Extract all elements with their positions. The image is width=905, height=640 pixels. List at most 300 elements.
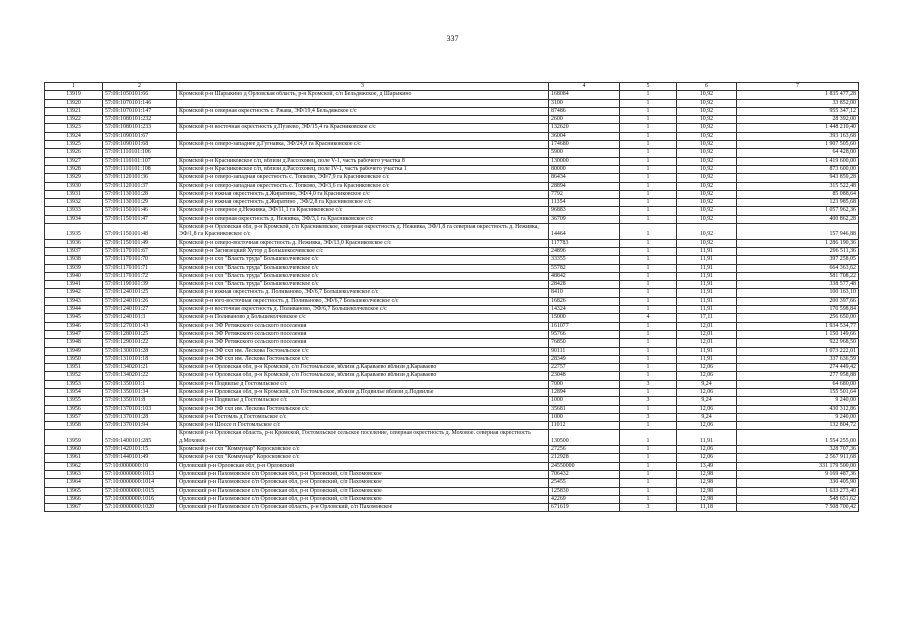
row-number-cell: 13923 xyxy=(45,124,103,132)
cadastral-number-cell: 57:09:1110101:107 xyxy=(103,157,177,165)
table-row xyxy=(45,239,859,247)
cadastral-number-cell: 57:09:1290101:22 xyxy=(103,339,177,347)
table-row xyxy=(45,141,859,149)
rate-cell: 11,91 xyxy=(677,247,737,255)
address-cell: Кромской р-н восточная окрестность д.Пузеево, ЭФ/15,4 га Красниковское с/с xyxy=(177,124,549,132)
cadastral-number-cell: 57:09:1170101:67 xyxy=(103,247,177,255)
cadastral-value-cell: 64 428,00 xyxy=(737,149,859,157)
rate-cell: 11,91 xyxy=(677,289,737,297)
cadastral-number-cell: 57:10:0000000:1015 xyxy=(103,487,177,495)
cadastral-value-cell: 430 312,86 xyxy=(737,405,859,413)
address-cell: Кромской р-н ЭФ Ретяжского сельского поселения xyxy=(177,322,549,330)
header-cell: 1 xyxy=(45,83,103,91)
share-cell: 1 xyxy=(620,190,677,198)
rate-cell: 12,06 xyxy=(677,364,737,372)
share-cell: 1 xyxy=(620,199,677,207)
cadastral-number-cell: 57:09:1340201:21 xyxy=(103,364,177,372)
share-cell: 1 xyxy=(620,355,677,363)
area-cell: 7792 xyxy=(549,190,620,198)
cadastral-number-cell: 57:09:1370101:103 xyxy=(103,405,177,413)
address-cell: Кромской р-н восточная окрестность д. Поливаново, ЭФ/6,7 Большеколчевское с/с xyxy=(177,306,549,314)
cadastral-number-cell: 57:09:1080101:233 xyxy=(103,124,177,132)
cadastral-number-cell: 57:09:1120101:37 xyxy=(103,182,177,190)
address-cell: Кромской р-н южная окрестность д. Поливаново, ЭФ/6,7 Большеколчевское с/с xyxy=(177,289,549,297)
row-number-cell: 13966 xyxy=(45,495,103,503)
cadastral-number-cell: 57:09:1170101:71 xyxy=(103,264,177,272)
row-number-cell: 13928 xyxy=(45,165,103,173)
cadastral-value-cell: 328 707,36 xyxy=(737,446,859,454)
area-cell: 95766 xyxy=(549,330,620,338)
row-number-cell: 13957 xyxy=(45,413,103,421)
cadastral-number-cell: 57:09:1050101:66 xyxy=(103,91,177,99)
cadastral-number-cell: 57:09:1310101:18 xyxy=(103,355,177,363)
area-cell: 90111 xyxy=(549,347,620,355)
share-cell: 1 xyxy=(620,495,677,503)
rate-cell: 11,91 xyxy=(677,264,737,272)
cadastral-number-cell: 57:09:1370101:28 xyxy=(103,413,177,421)
table-row xyxy=(45,380,859,388)
cadastral-value-cell: 1 073 222,01 xyxy=(737,347,859,355)
rate-cell: 12,06 xyxy=(677,446,737,454)
row-number-cell: 13959 xyxy=(45,430,103,446)
table-row xyxy=(45,297,859,305)
cadastral-value-cell: 1 907 505,60 xyxy=(737,141,859,149)
cadastral-number-cell: 57:09:1070101:147 xyxy=(103,107,177,115)
rate-cell: 10,92 xyxy=(677,124,737,132)
table-row xyxy=(45,281,859,289)
rate-cell: 10,92 xyxy=(677,224,737,240)
address-cell: Кромской р-н Красниковское с/п, вблизи д.Рассоховец, поле IV-1, часть рабочего участка 1 xyxy=(177,165,549,173)
rate-cell: 10,92 xyxy=(677,149,737,157)
share-cell: 1 xyxy=(620,264,677,272)
table-row xyxy=(45,347,859,355)
address-cell: Кромской р-н северо-западнее д.Гугнавка, ЭФ/24,9 га Красниковское с/с xyxy=(177,141,549,149)
share-cell: 1 xyxy=(620,422,677,430)
rate-cell: 11,91 xyxy=(677,281,737,289)
cadastral-number-cell: 57:09:1240101:26 xyxy=(103,297,177,305)
address-cell: Кромской р-н северо-западная окрестность с. Топково, ЭФ/7,9 га Красниковское с/с xyxy=(177,174,549,182)
address-cell: Орловский р-н Пахомовское с/п Орловская обл, р-н Орловский, с/п Пахомовское xyxy=(177,495,549,503)
rate-cell: 9,24 xyxy=(677,397,737,405)
cadastral-number-cell: 57:09:1240101:27 xyxy=(103,306,177,314)
cadastral-table xyxy=(44,82,859,512)
area-cell: 33355 xyxy=(549,256,620,264)
rate-cell: 9,24 xyxy=(677,380,737,388)
address-cell: Кромской р-н Орловская обл, р-н Кромской, с/п Гостомльское, вблизи д.Караваево вблизи д.Караваево xyxy=(177,372,549,380)
rate-cell: 10,92 xyxy=(677,215,737,223)
address-cell: Кромской р-н северо-западная окрестность с. Топково, ЭФ/3,6 га Красниковское с/с xyxy=(177,182,549,190)
row-number-cell: 13921 xyxy=(45,107,103,115)
share-cell: 4 xyxy=(620,314,677,322)
address-cell: Кромской р-н северная окрестность с. Ржава, ЭФ/19,4 Бельдяжское с/с xyxy=(177,107,549,115)
cadastral-number-cell: 57:10:0000000:1013 xyxy=(103,470,177,478)
share-cell: 1 xyxy=(620,174,677,182)
table-row xyxy=(45,174,859,182)
table-row xyxy=(45,306,859,314)
share-cell: 1 xyxy=(620,289,677,297)
table-row xyxy=(45,116,859,124)
cadastral-value-cell: 943 859,28 xyxy=(737,174,859,182)
table-row xyxy=(45,430,859,446)
table-row xyxy=(45,190,859,198)
rate-cell: 12,06 xyxy=(677,422,737,430)
row-number-cell: 13954 xyxy=(45,388,103,396)
address-cell: Орловский р-н Пахомовское с/п Орловская обл, р-н Орловский, с/п Пахомовское xyxy=(177,470,549,478)
table-row xyxy=(45,224,859,240)
cadastral-number-cell: 57:09:1270101:43 xyxy=(103,322,177,330)
address-cell: Кромской р-н Орловская область, р-н Кромской, Гостомльское сельское поселение, северная окрестность д. Моховое. северная окрестность д.Моховое. xyxy=(177,430,549,446)
address-cell: Кромской р-н ЭФ Ретяжского сельского поселения xyxy=(177,339,549,347)
row-number-cell: 13931 xyxy=(45,190,103,198)
share-cell: 1 xyxy=(620,272,677,280)
rate-cell: 10,92 xyxy=(677,157,737,165)
area-cell: 16826 xyxy=(549,297,620,305)
share-cell: 1 xyxy=(620,116,677,124)
cadastral-number-cell: 57:09:1340201:22 xyxy=(103,372,177,380)
cadastral-value-cell: 581 708,22 xyxy=(737,272,859,280)
address-cell: Кромской р-н северо-восточная окрестность д. Неживка, ЭФ/13,0 Красниковское с/с xyxy=(177,239,549,247)
address-cell: Кромской р-н схп "Власть труда" Большеколчевское с/с xyxy=(177,264,549,272)
header-cell: 3 xyxy=(177,83,549,91)
cadastral-value-cell: 1 150 149,66 xyxy=(737,330,859,338)
table-row xyxy=(45,157,859,165)
share-cell: 1 xyxy=(620,207,677,215)
header-cell: 5 xyxy=(620,83,677,91)
cadastral-number-cell: 57:09:1190101:39 xyxy=(103,281,177,289)
row-number-cell: 13926 xyxy=(45,149,103,157)
cadastral-number-cell: 57:09:1240101:3 xyxy=(103,314,177,322)
share-cell: 1 xyxy=(620,149,677,157)
row-number-cell: 13929 xyxy=(45,174,103,182)
table-row xyxy=(45,339,859,347)
area-cell: 671619 xyxy=(549,504,620,512)
table-row xyxy=(45,272,859,280)
row-number-cell: 13958 xyxy=(45,422,103,430)
cadastral-number-cell: 57:09:1350101:8 xyxy=(103,397,177,405)
cadastral-number-cell: 57:09:1110101:106 xyxy=(103,149,177,157)
header-cell: 6 xyxy=(677,83,737,91)
rate-cell: 11,91 xyxy=(677,306,737,314)
area-cell: 80000 xyxy=(549,165,620,173)
address-cell: Орловский р-н Пахомовское с/п Орловская обл, р-н Орловский, с/п Пахомовское xyxy=(177,487,549,495)
row-number-cell: 13942 xyxy=(45,289,103,297)
share-cell: 1 xyxy=(620,487,677,495)
row-number-cell: 13938 xyxy=(45,256,103,264)
area-cell: 36709 xyxy=(549,215,620,223)
cadastral-value-cell: 955 347,12 xyxy=(737,107,859,115)
row-number-cell: 13951 xyxy=(45,364,103,372)
rate-cell: 12,06 xyxy=(677,372,737,380)
cadastral-value-cell: 170 598,84 xyxy=(737,306,859,314)
address-cell xyxy=(177,132,549,140)
area-cell: 35681 xyxy=(549,405,620,413)
share-cell: 1 xyxy=(620,364,677,372)
cadastral-number-cell: 57:09:1150101:46 xyxy=(103,207,177,215)
rate-cell: 10,92 xyxy=(677,239,737,247)
cadastral-number-cell: 57:09:1090101:68 xyxy=(103,141,177,149)
rate-cell: 10,92 xyxy=(677,182,737,190)
table-row xyxy=(45,487,859,495)
table-row xyxy=(45,132,859,140)
cadastral-value-cell: 315 522,48 xyxy=(737,182,859,190)
cadastral-value-cell: 397 258,05 xyxy=(737,256,859,264)
table-row xyxy=(45,372,859,380)
row-number-cell: 13944 xyxy=(45,306,103,314)
address-cell: Кромской р-н ЭФ схп им. Лескова Гостомльское с/с xyxy=(177,355,549,363)
table-row xyxy=(45,165,859,173)
cadastral-value-cell: 9 240,00 xyxy=(737,397,859,405)
cadastral-value-cell: 1 286 190,36 xyxy=(737,239,859,247)
cadastral-number-cell: 57:09:1300101:28 xyxy=(103,347,177,355)
cadastral-value-cell: 331 179 500,00 xyxy=(737,462,859,470)
share-cell: 3 xyxy=(620,380,677,388)
cadastral-number-cell: 57:09:1080101:232 xyxy=(103,116,177,124)
share-cell: 1 xyxy=(620,462,677,470)
rate-cell: 11,91 xyxy=(677,355,737,363)
cadastral-value-cell: 922 968,50 xyxy=(737,339,859,347)
area-cell: 11012 xyxy=(549,422,620,430)
rate-cell: 11,91 xyxy=(677,297,737,305)
cadastral-value-cell: 123 985,68 xyxy=(737,199,859,207)
table-body xyxy=(45,83,859,512)
table-row xyxy=(45,256,859,264)
header-row xyxy=(45,83,859,91)
table-row xyxy=(45,405,859,413)
area-cell: 24550000 xyxy=(549,462,620,470)
table-row xyxy=(45,207,859,215)
address-cell: Кромской р-н юго-восточная окрестность д. Поливаново, ЭФ/6,7 Большеколчевское с/с xyxy=(177,297,549,305)
area-cell: 161077 xyxy=(549,322,620,330)
address-cell: Кромской р-н схп "Коммунар" Коросковское с/с xyxy=(177,446,549,454)
table-row xyxy=(45,470,859,478)
rate-cell: 10,92 xyxy=(677,132,737,140)
share-cell: 1 xyxy=(620,99,677,107)
cadastral-number-cell: 57:09:1150101:48 xyxy=(103,224,177,240)
cadastral-value-cell: 9 240,00 xyxy=(737,413,859,421)
row-number-cell: 13948 xyxy=(45,339,103,347)
rate-cell: 12,06 xyxy=(677,454,737,462)
table-row xyxy=(45,124,859,132)
row-number-cell: 13962 xyxy=(45,462,103,470)
area-cell: 25455 xyxy=(549,479,620,487)
table-row xyxy=(45,422,859,430)
row-number-cell: 13937 xyxy=(45,247,103,255)
address-cell: Кромской р-н Шарыкино д Орловская область, р-н Кромской, с/п Бельдяжское, д Шарыкино xyxy=(177,91,549,99)
share-cell: 1 xyxy=(620,454,677,462)
area-cell: 28428 xyxy=(549,281,620,289)
cadastral-value-cell: 337 636,59 xyxy=(737,355,859,363)
header-cell: 2 xyxy=(103,83,177,91)
share-cell: 3 xyxy=(620,504,677,512)
rate-cell: 10,92 xyxy=(677,165,737,173)
cadastral-value-cell: 200 397,66 xyxy=(737,297,859,305)
share-cell: 1 xyxy=(620,239,677,247)
cadastral-value-cell: 256 650,00 xyxy=(737,314,859,322)
share-cell: 1 xyxy=(620,141,677,149)
rate-cell: 17,11 xyxy=(677,314,737,322)
address-cell: Кромской р-н Подвилье д Гостомльское с/с xyxy=(177,380,549,388)
address-cell: Кромской р-н ЭФ схп им. Лескова Гостомльское с/с xyxy=(177,347,549,355)
share-cell: 1 xyxy=(620,405,677,413)
table-row xyxy=(45,91,859,99)
share-cell: 1 xyxy=(620,470,677,478)
area-cell: 86434 xyxy=(549,174,620,182)
address-cell: Кромской р-н южная окрестность д.Жиратино, ЭФ/4,0 га Красниковское с/с xyxy=(177,190,549,198)
rate-cell: 10,92 xyxy=(677,174,737,182)
row-number-cell: 13945 xyxy=(45,314,103,322)
rate-cell: 11,91 xyxy=(677,347,737,355)
cadastral-number-cell: 57:09:1150101:47 xyxy=(103,215,177,223)
cadastral-value-cell: 1 633 273,40 xyxy=(737,487,859,495)
rate-cell: 12,98 xyxy=(677,487,737,495)
cadastral-value-cell: 132 804,72 xyxy=(737,422,859,430)
cadastral-number-cell: 57:09:1240101:25 xyxy=(103,289,177,297)
cadastral-value-cell: 296 511,36 xyxy=(737,247,859,255)
cadastral-number-cell: 57:09:1350101:34 xyxy=(103,388,177,396)
area-cell: 130500 xyxy=(549,430,620,446)
cadastral-number-cell: 57:09:1420101:15 xyxy=(103,446,177,454)
area-cell: 174680 xyxy=(549,141,620,149)
table-row xyxy=(45,397,859,405)
rate-cell: 12,98 xyxy=(677,479,737,487)
cadastral-value-cell: 1 934 534,77 xyxy=(737,322,859,330)
address-cell: Кромской р-н схп "Власть труда" Большеколчевское с/с xyxy=(177,272,549,280)
area-cell: 8410 xyxy=(549,289,620,297)
cadastral-value-cell: 400 862,28 xyxy=(737,215,859,223)
address-cell: Кромской р-н ЭФ Ретяжского сельского поселения xyxy=(177,330,549,338)
rate-cell: 12,06 xyxy=(677,405,737,413)
rate-cell: 11,91 xyxy=(677,256,737,264)
rate-cell: 13,49 xyxy=(677,462,737,470)
row-number-cell: 13924 xyxy=(45,132,103,140)
rate-cell: 9,24 xyxy=(677,413,737,421)
cadastral-value-cell: 28 392,00 xyxy=(737,116,859,124)
share-cell: 1 xyxy=(620,388,677,396)
share-cell: 1 xyxy=(620,306,677,314)
table-row xyxy=(45,264,859,272)
cadastral-value-cell: 277 958,88 xyxy=(737,372,859,380)
row-number-cell: 13963 xyxy=(45,470,103,478)
row-number-cell: 13936 xyxy=(45,239,103,247)
row-number-cell: 13922 xyxy=(45,116,103,124)
address-cell xyxy=(177,149,549,157)
table-row xyxy=(45,495,859,503)
cadastral-number-cell: 57:09:1090101:67 xyxy=(103,132,177,140)
row-number-cell: 13956 xyxy=(45,405,103,413)
area-cell: 168084 xyxy=(549,91,620,99)
cadastral-value-cell: 85 088,64 xyxy=(737,190,859,198)
rate-cell: 12,01 xyxy=(677,339,737,347)
rate-cell: 10,92 xyxy=(677,107,737,115)
address-cell xyxy=(177,116,549,124)
area-cell: 28894 xyxy=(549,182,620,190)
table-row xyxy=(45,388,859,396)
area-cell: 125830 xyxy=(549,487,620,495)
cadastral-value-cell: 64 680,00 xyxy=(737,380,859,388)
cadastral-value-cell: 157 946,88 xyxy=(737,224,859,240)
cadastral-number-cell: 57:09:1120101:36 xyxy=(103,174,177,182)
share-cell: 1 xyxy=(620,297,677,305)
row-number-cell: 13920 xyxy=(45,99,103,107)
rate-cell: 12,06 xyxy=(677,388,737,396)
cadastral-number-cell: 57:09:1130101:29 xyxy=(103,199,177,207)
address-cell: Кромской р-н Орловская обл, р-н Кромской, с/п Красниковское, северная окрестность д. Неживка, ЭФ/1,8 га северная окрестность д. Неживка, ЭФ/1,8 га Красниковское с/с xyxy=(177,224,549,240)
cadastral-number-cell: 57:09:1400101:285 xyxy=(103,430,177,446)
share-cell: 1 xyxy=(620,322,677,330)
row-number-cell: 13925 xyxy=(45,141,103,149)
rate-cell: 10,92 xyxy=(677,91,737,99)
area-cell: 2600 xyxy=(549,116,620,124)
cadastral-number-cell: 57:09:1110101:108 xyxy=(103,165,177,173)
share-cell: 1 xyxy=(620,107,677,115)
share-cell: 1 xyxy=(620,157,677,165)
row-number-cell: 13946 xyxy=(45,322,103,330)
address-cell: Кромской р-н северное д.Неживка, ЭФ/11,1 га Красниковское с/с xyxy=(177,207,549,215)
cadastral-value-cell: 9 169 487,36 xyxy=(737,470,859,478)
address-cell xyxy=(177,99,549,107)
rate-cell: 11,91 xyxy=(677,430,737,446)
share-cell: 1 xyxy=(620,281,677,289)
cadastral-value-cell: 338 577,48 xyxy=(737,281,859,289)
share-cell: 3 xyxy=(620,413,677,421)
cadastral-value-cell: 1 448 210,40 xyxy=(737,124,859,132)
area-cell: 22757 xyxy=(549,364,620,372)
area-cell: 132620 xyxy=(549,124,620,132)
cadastral-number-cell: 57:09:1350101:1 xyxy=(103,380,177,388)
row-number-cell: 13933 xyxy=(45,207,103,215)
table-row xyxy=(45,454,859,462)
page-number: 337 xyxy=(446,34,459,43)
address-cell: Кромской р-н Подвилье д Гостомльское с/с xyxy=(177,397,549,405)
area-cell: 11354 xyxy=(549,199,620,207)
rate-cell: 10,92 xyxy=(677,116,737,124)
row-number-cell: 13960 xyxy=(45,446,103,454)
address-cell: Кромской р-н схп "Власть труда" Большеколчевское с/с xyxy=(177,281,549,289)
rate-cell: 11,18 xyxy=(677,504,737,512)
rate-cell: 10,92 xyxy=(677,199,737,207)
table-row xyxy=(45,462,859,470)
address-cell: Орловский р-н Пахомовское с/п Орловская область, р-н Орловский, с/п Пахомовское xyxy=(177,504,549,512)
share-cell: 1 xyxy=(620,91,677,99)
row-number-cell: 13967 xyxy=(45,504,103,512)
address-cell: Кромской р-н Поливаново д Большеколчевское с/с xyxy=(177,314,549,322)
table-row xyxy=(45,215,859,223)
share-cell: 1 xyxy=(620,124,677,132)
row-number-cell: 13965 xyxy=(45,487,103,495)
table-row xyxy=(45,149,859,157)
rate-cell: 11,91 xyxy=(677,272,737,280)
row-number-cell: 13947 xyxy=(45,330,103,338)
area-cell: 5900 xyxy=(549,149,620,157)
rate-cell: 10,92 xyxy=(677,207,737,215)
table-row xyxy=(45,322,859,330)
area-cell: 27256 xyxy=(549,446,620,454)
address-cell: Кромской р-н схп "Власть труда" Большеколчевское с/с xyxy=(177,256,549,264)
rate-cell: 10,92 xyxy=(677,141,737,149)
cadastral-number-cell: 57:09:1170101:72 xyxy=(103,272,177,280)
address-cell: Кромской р-н ЭФ схп им. Лескова Гостомльское с/с xyxy=(177,405,549,413)
rate-cell: 12,01 xyxy=(677,330,737,338)
area-cell: 96883 xyxy=(549,207,620,215)
cadastral-value-cell: 1 835 477,28 xyxy=(737,91,859,99)
share-cell: 1 xyxy=(620,247,677,255)
header-cell: 7 xyxy=(737,83,859,91)
table-row xyxy=(45,314,859,322)
address-cell: Кромской р-н Шоссе п Гостомльское с/с xyxy=(177,422,549,430)
rate-cell: 12,01 xyxy=(677,322,737,330)
cadastral-value-cell: 1 419 600,00 xyxy=(737,157,859,165)
share-cell: 1 xyxy=(620,430,677,446)
